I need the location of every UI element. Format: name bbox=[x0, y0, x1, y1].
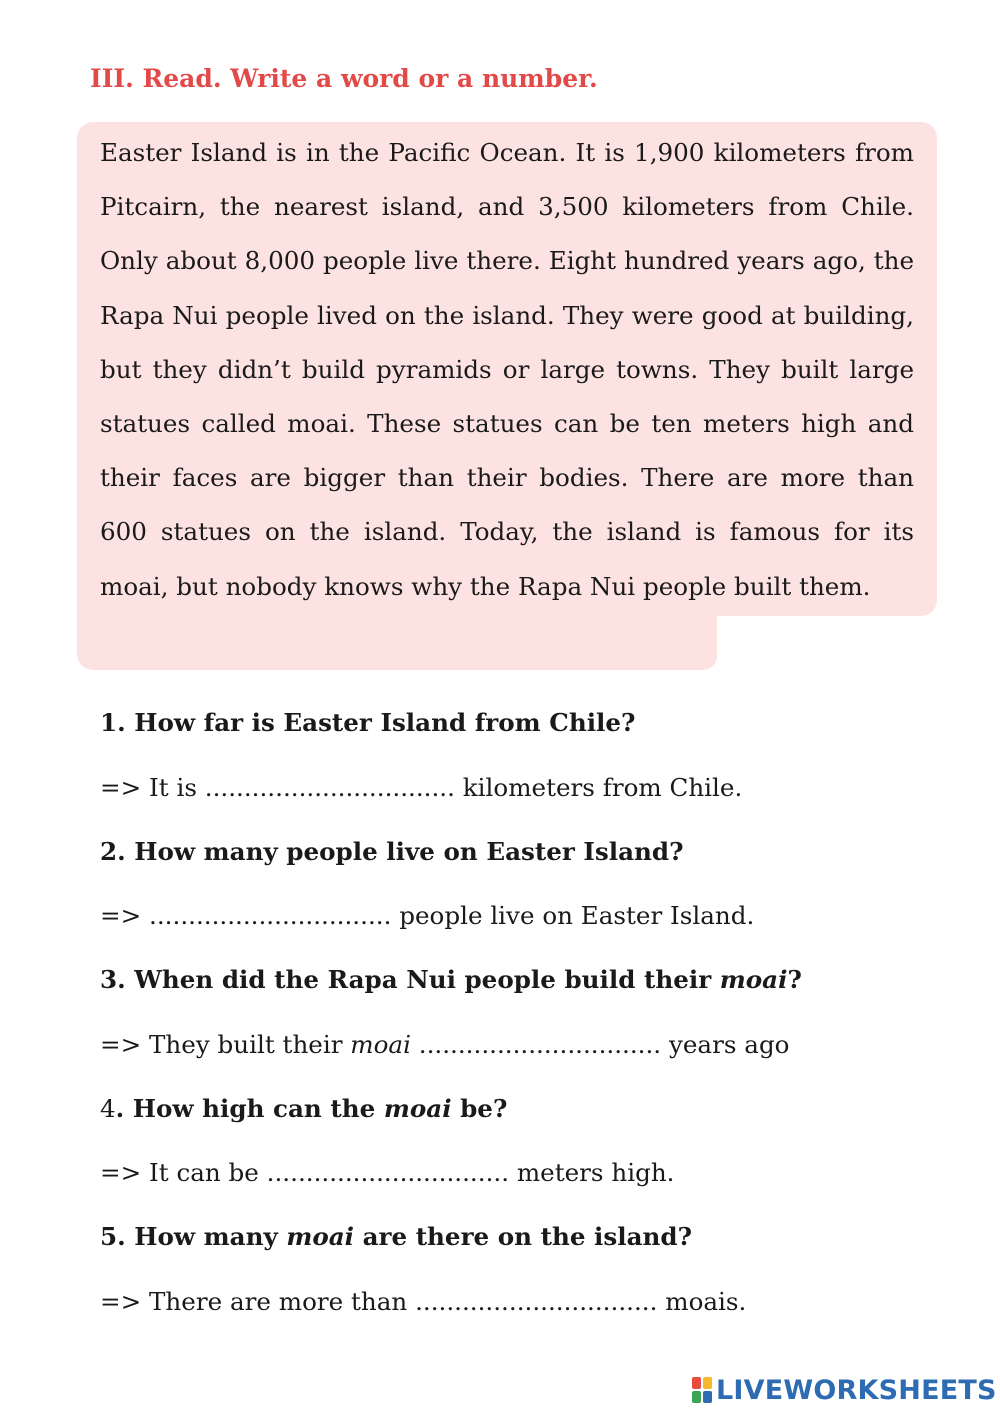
question-3-italic: moai bbox=[719, 965, 788, 994]
answer-1-blank[interactable]: ................................ bbox=[204, 773, 455, 802]
question-5-italic: moai bbox=[286, 1222, 355, 1251]
reading-passage: Easter Island is in the Pacific Ocean. It is 1,900 kilometers from Pitcairn, the nearest island, and 3,500 kilometers from Chile. Only about 8,000 people live there. Eight hundred years ago, the Rapa Nui people lived on the island. They were good at building, but they didn’t build pyramids or large towns. They built large statues called moai. These statues can be ten meters high and their faces are bigger than their bodies. There are more than 600 statues on the island. Today, the island is famous for its moai, but nobody knows why the Rapa Nui people built them. bbox=[100, 138, 914, 601]
answer-line-2 bbox=[100, 898, 754, 934]
question-5 bbox=[100, 1219, 692, 1255]
answer-3-blank[interactable]: ............................... bbox=[418, 1030, 662, 1059]
answer-3-italic: moai bbox=[350, 1030, 411, 1059]
section-heading: III. Read. Write a word or a number. bbox=[90, 64, 598, 93]
question-4-italic: moai bbox=[383, 1094, 452, 1123]
liveworksheets-logo[interactable] bbox=[692, 1372, 997, 1408]
question-4 bbox=[100, 1091, 507, 1127]
answer-line-3 bbox=[100, 1027, 790, 1063]
answer-4-suffix: meters high. bbox=[516, 1158, 675, 1187]
answer-2-suffix: people live on Easter Island. bbox=[399, 901, 755, 930]
question-1 bbox=[100, 705, 635, 741]
answer-line-5 bbox=[100, 1284, 746, 1320]
question-4-number: 4 bbox=[100, 1094, 116, 1123]
answer-1-prefix: => It is bbox=[100, 773, 197, 802]
answer-2-prefix: => bbox=[100, 901, 142, 930]
question-4-end: be? bbox=[460, 1094, 508, 1123]
answer-5-prefix: => There are more than bbox=[100, 1287, 408, 1316]
answer-line-1 bbox=[100, 770, 742, 806]
answer-4-blank[interactable]: ............................... bbox=[266, 1158, 510, 1187]
answer-4-prefix: => It can be bbox=[100, 1158, 259, 1187]
question-1-text: 1. How far is Easter Island from Chile? bbox=[100, 708, 636, 737]
question-3 bbox=[100, 962, 802, 998]
answer-1-suffix: kilometers from Chile. bbox=[462, 773, 743, 802]
answer-2-blank[interactable]: ............................... bbox=[149, 901, 392, 930]
answer-5-suffix: moais. bbox=[665, 1287, 747, 1316]
question-2 bbox=[100, 834, 684, 870]
question-3-text: 3. When did the Rapa Nui people build their bbox=[100, 965, 712, 994]
question-5-end: are there on the island? bbox=[362, 1222, 693, 1251]
logo-text: LIVEWORKSHEETS bbox=[716, 1374, 997, 1406]
answer-line-4 bbox=[100, 1155, 674, 1191]
question-2-text: 2. How many people live on Easter Island? bbox=[100, 837, 684, 866]
logo-mark-icon bbox=[692, 1377, 712, 1403]
answer-5-blank[interactable]: ............................... bbox=[415, 1287, 658, 1316]
question-4-text: . How high can the bbox=[115, 1094, 376, 1123]
answer-3-prefix: => They built their bbox=[100, 1030, 343, 1059]
question-5-text: 5. How many bbox=[100, 1222, 278, 1251]
answer-3-suffix: years ago bbox=[668, 1030, 790, 1059]
question-3-end: ? bbox=[787, 965, 802, 994]
